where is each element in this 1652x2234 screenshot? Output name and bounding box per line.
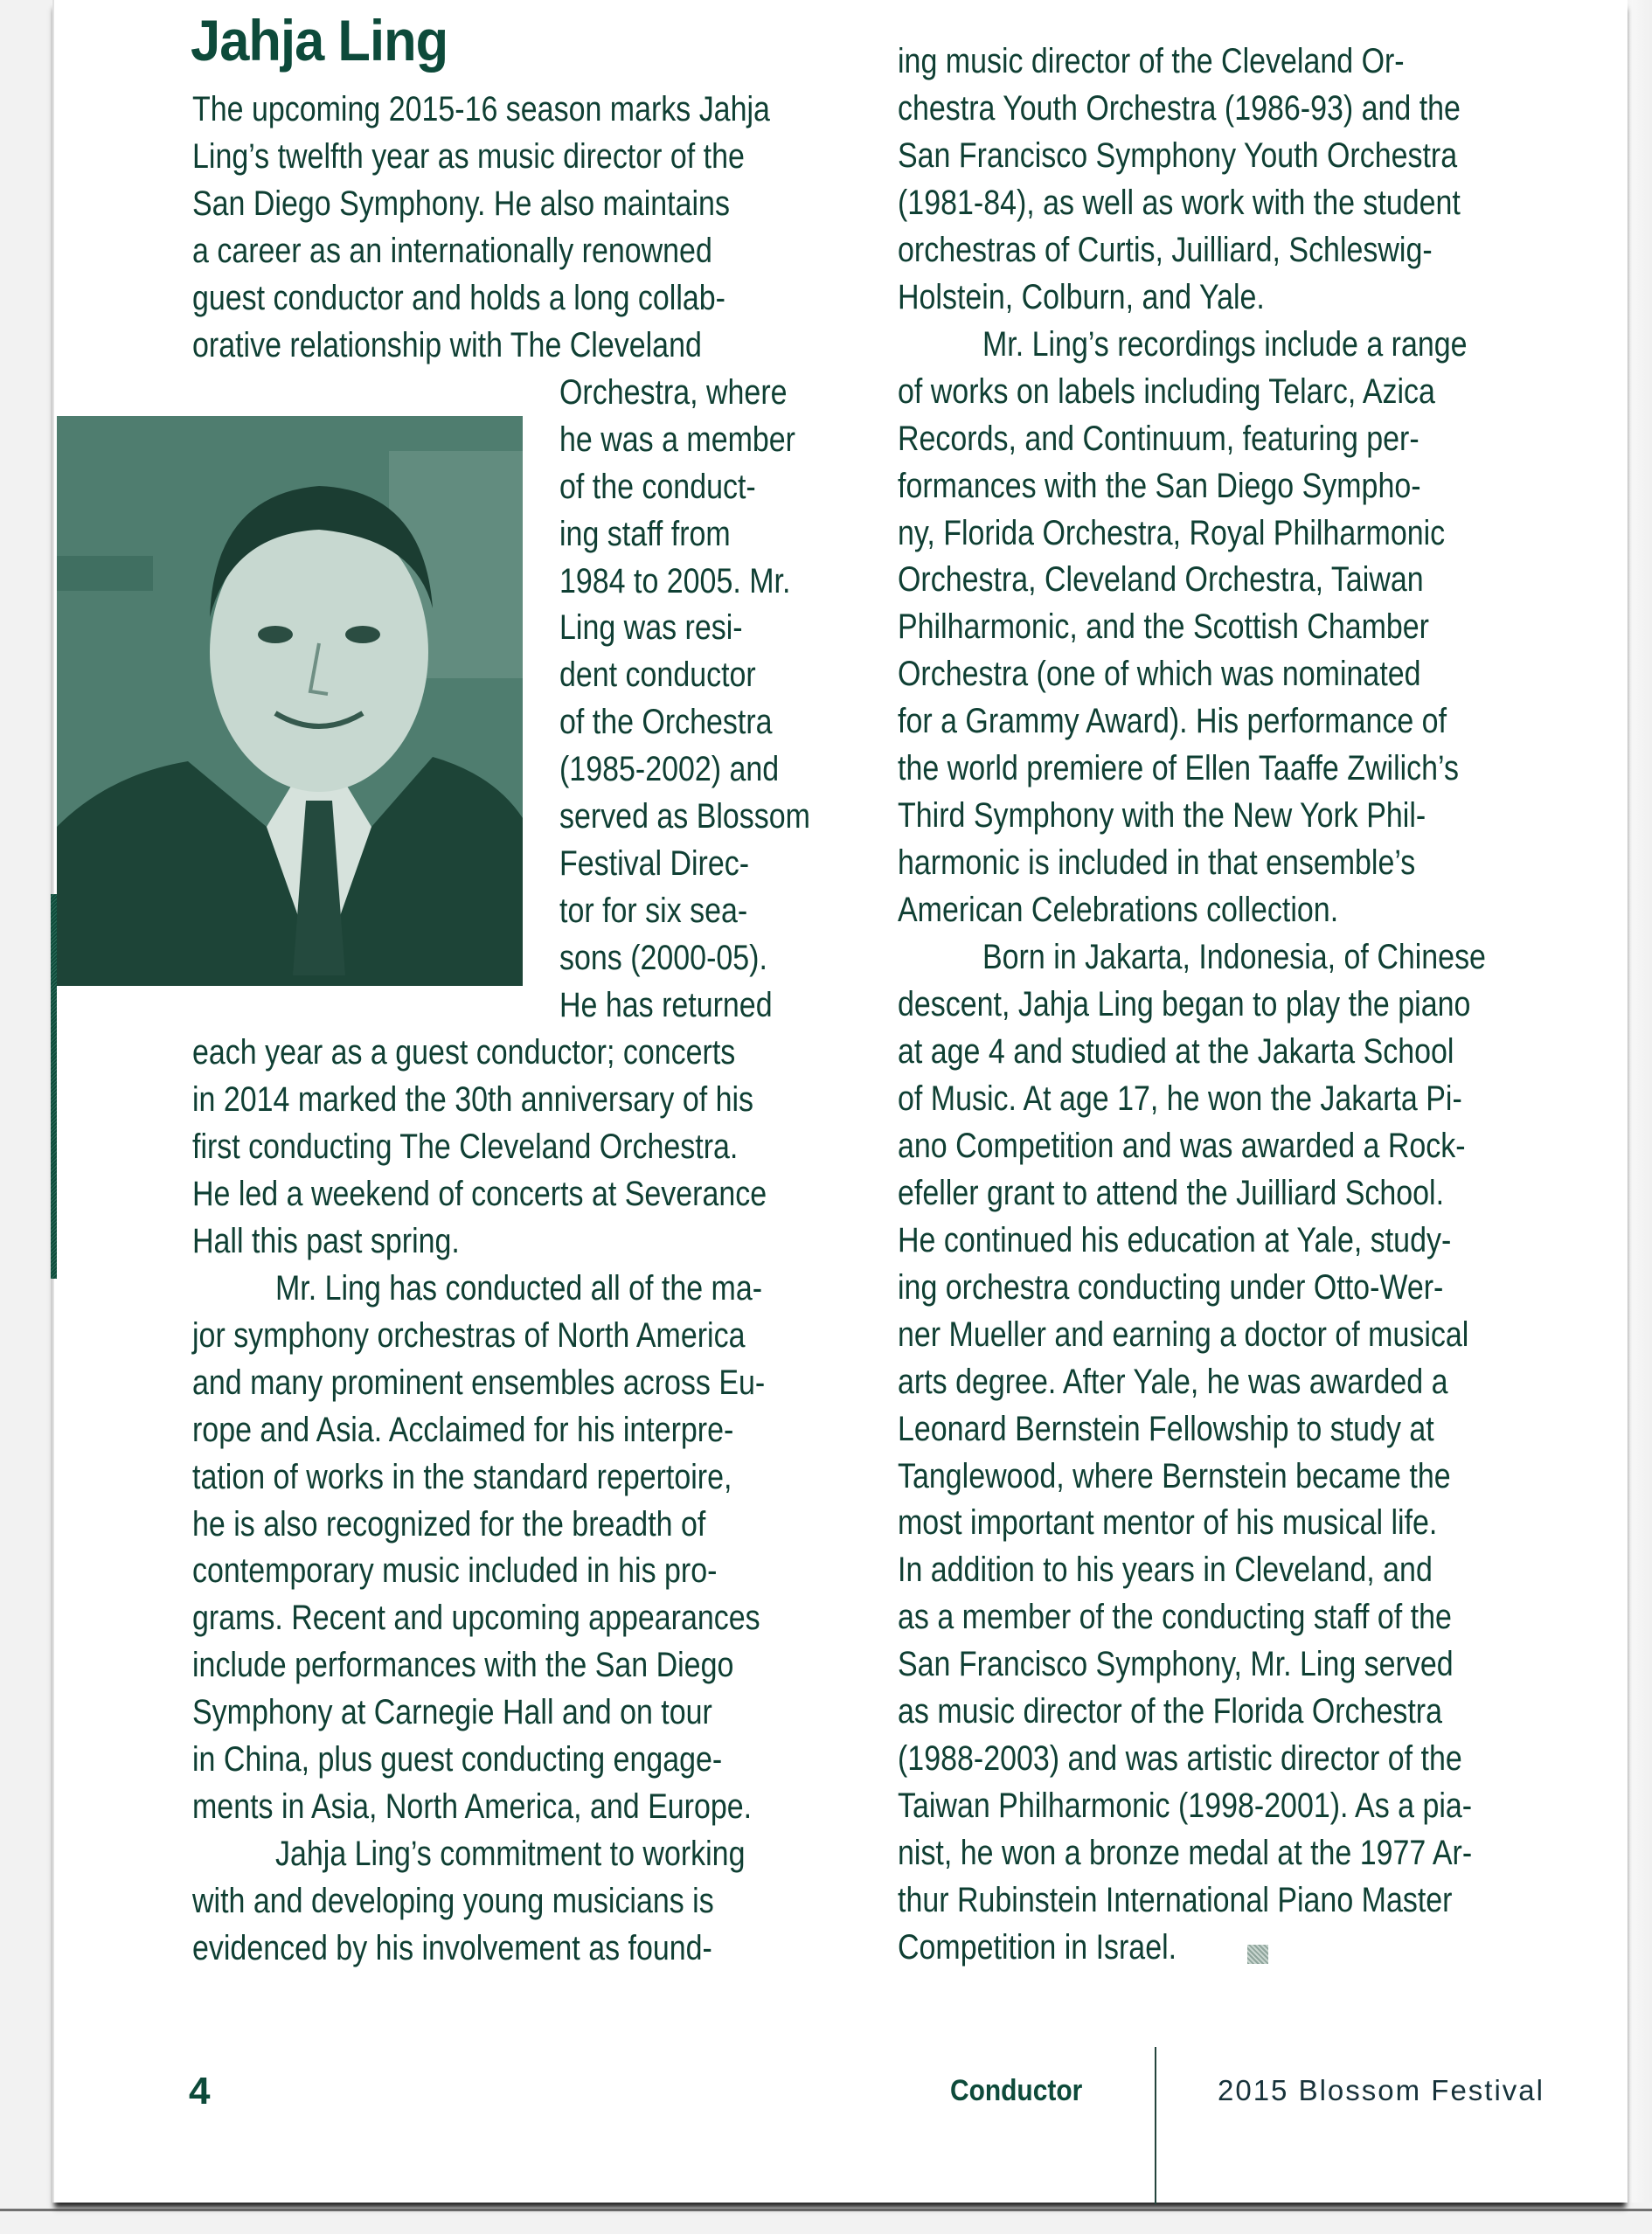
text-line: Jahja Ling’s commitment to working: [275, 1835, 746, 1874]
footer-publication-title: 2015 Blossom Festival: [1218, 2074, 1544, 2106]
text-line: each year as a guest conductor; concerts: [192, 1033, 736, 1072]
text-line: orative relationship with The Cleveland: [192, 325, 702, 364]
text-line: Born in Jakarta, Indonesia, of Chinese: [982, 938, 1486, 977]
footer-section-label: Conductor: [950, 2074, 1083, 2107]
text-line: as music director of the Florida Orchestra: [898, 1692, 1443, 1731]
text-line: Mr. Ling has conducted all of the ma-: [275, 1268, 763, 1308]
text-line: grams. Recent and upcoming appearances: [192, 1599, 760, 1638]
text-line: at age 4 and studied at the Jakarta School: [898, 1031, 1454, 1071]
text-line: he is also recognized for the breadth of: [192, 1504, 706, 1544]
text-line: the world premiere of Ellen Taaffe Zwilich’s: [898, 749, 1459, 788]
text-line: efeller grant to attend the Juilliard School.: [898, 1173, 1445, 1212]
text-line: Hall this past spring.: [192, 1221, 460, 1260]
text-line: tor for six sea-: [559, 892, 748, 931]
text-line: San Diego Symphony. He also maintains: [192, 184, 730, 223]
page-bottom-edge: [0, 2209, 1652, 2211]
text-line: of the Orchestra: [559, 703, 773, 742]
text-line: He led a weekend of concerts at Severance: [192, 1174, 767, 1213]
text-line: tation of works in the standard repertoire,: [192, 1457, 732, 1496]
text-line: Records, and Continuum, featuring per-: [898, 419, 1419, 458]
text-line: of works on labels including Telarc, Azica: [898, 371, 1435, 411]
text-line: 1984 to 2005. Mr.: [559, 561, 791, 600]
text-line: jor symphony orchestras of North America: [192, 1315, 746, 1355]
portrait-illustration: [57, 416, 523, 986]
text-line: formances with the San Diego Sympho-: [898, 466, 1421, 505]
text-line: ments in Asia, North America, and Europe.: [192, 1787, 753, 1827]
previous-page-bleed-strip: [51, 894, 57, 1279]
page-number: 4: [189, 2070, 211, 2113]
text-line: rope and Asia. Acclaimed for his interpre-: [192, 1410, 734, 1449]
text-line: San Francisco Symphony Youth Orchestra: [898, 135, 1458, 175]
text-line: chestra Youth Orchestra (1986-93) and the: [898, 88, 1461, 128]
text-line: (1981-84), as well as work with the student: [898, 183, 1461, 222]
text-line: Holstein, Colburn, and Yale.: [898, 277, 1265, 316]
text-line: Leonard Bernstein Fellowship to study at: [898, 1409, 1434, 1448]
text-line: a career as an internationally renowned: [192, 231, 712, 270]
text-line: evidenced by his involvement as found-: [192, 1929, 712, 1968]
text-line: nist, he won a bronze medal at the 1977 Ar-: [898, 1834, 1473, 1873]
text-line: Competition in Israel.: [898, 1928, 1177, 1967]
text-line: In addition to his years in Cleveland, and: [898, 1551, 1433, 1590]
text-line: Philharmonic, and the Scottish Chamber: [898, 607, 1430, 647]
text-line: descent, Jahja Ling began to play the piano: [898, 985, 1471, 1023]
text-line: Mr. Ling’s recordings include a range: [982, 324, 1468, 364]
text-line: of the conduct-: [559, 467, 756, 506]
text-line: (1988-2003) and was artistic director of the: [898, 1739, 1462, 1779]
text-line: ano Competition and was awarded a Rock-: [898, 1126, 1466, 1165]
text-line: ner Mueller and earning a doctor of musical: [898, 1315, 1469, 1354]
end-of-article-icon: [1247, 1945, 1268, 1964]
text-line: ing staff from: [559, 514, 731, 553]
text-line: Third Symphony with the New York Phil-: [898, 796, 1426, 836]
text-line: ing orchestra conducting under Otto-Wer-: [898, 1267, 1444, 1307]
text-line: dent conductor: [559, 656, 756, 695]
text-line: and many prominent ensembles across Eu-: [192, 1363, 766, 1402]
text-line: include performances with the San Diego: [192, 1646, 734, 1685]
text-line: with and developing young musicians is: [192, 1882, 714, 1921]
text-line: contemporary music included in his pro-: [192, 1551, 718, 1591]
text-line: American Celebrations collection.: [898, 891, 1339, 930]
text-line: Tanglewood, where Bernstein became the: [898, 1456, 1451, 1495]
text-line: Ling was resi-: [559, 608, 743, 648]
text-line: Symphony at Carnegie Hall and on tour: [192, 1693, 712, 1732]
text-line: He continued his education at Yale, study-: [898, 1220, 1452, 1259]
text-line: thur Rubinstein International Piano Master: [898, 1881, 1453, 1920]
text-line: ny, Florida Orchestra, Royal Philharmonic: [898, 513, 1446, 552]
text-line: most important mentor of his musical life.: [898, 1503, 1438, 1543]
text-line: arts degree. After Yale, he was awarded a: [898, 1362, 1448, 1401]
text-line: in 2014 marked the 30th anniversary of his: [192, 1079, 754, 1119]
text-line: sons (2000-05).: [559, 939, 767, 978]
text-line: Festival Direc-: [559, 844, 750, 884]
text-line: first conducting The Cleveland Orchestra.: [192, 1127, 739, 1166]
text-line: for a Grammy Award). His performance of: [898, 702, 1447, 741]
text-line: He has returned: [559, 986, 773, 1025]
text-line: (1985-2002) and: [559, 750, 780, 789]
footer-divider: [1155, 2047, 1156, 2204]
text-line: Orchestra (one of which was nominated: [898, 655, 1421, 694]
text-line: as a member of the conducting staff of the: [898, 1598, 1452, 1637]
text-line: ing music director of the Cleveland Or-: [898, 42, 1405, 80]
article-title: Jahja Ling: [191, 8, 448, 73]
text-line: Orchestra, Cleveland Orchestra, Taiwan: [898, 560, 1424, 600]
text-line: orchestras of Curtis, Juilliard, Schleswig-: [898, 230, 1433, 269]
text-line: Taiwan Philharmonic (1998-2001). As a pia-: [898, 1787, 1473, 1826]
text-line: Ling’s twelfth year as music director of the: [192, 136, 745, 176]
text-line: he was a member: [559, 420, 795, 459]
text-line: Orchestra, where: [559, 372, 788, 412]
text-line: of Music. At age 17, he won the Jakarta Pi-: [898, 1079, 1462, 1118]
portrait-photo: [57, 416, 523, 986]
text-line: guest conductor and holds a long collab-: [192, 278, 725, 317]
text-line: The upcoming 2015-16 season marks Jahja: [192, 90, 770, 128]
text-line: San Francisco Symphony, Mr. Ling served: [898, 1645, 1454, 1684]
text-line: harmonic is included in that ensemble’s: [898, 843, 1416, 883]
text-line: served as Blossom: [559, 797, 810, 836]
text-line: in China, plus guest conducting engage-: [192, 1740, 723, 1780]
